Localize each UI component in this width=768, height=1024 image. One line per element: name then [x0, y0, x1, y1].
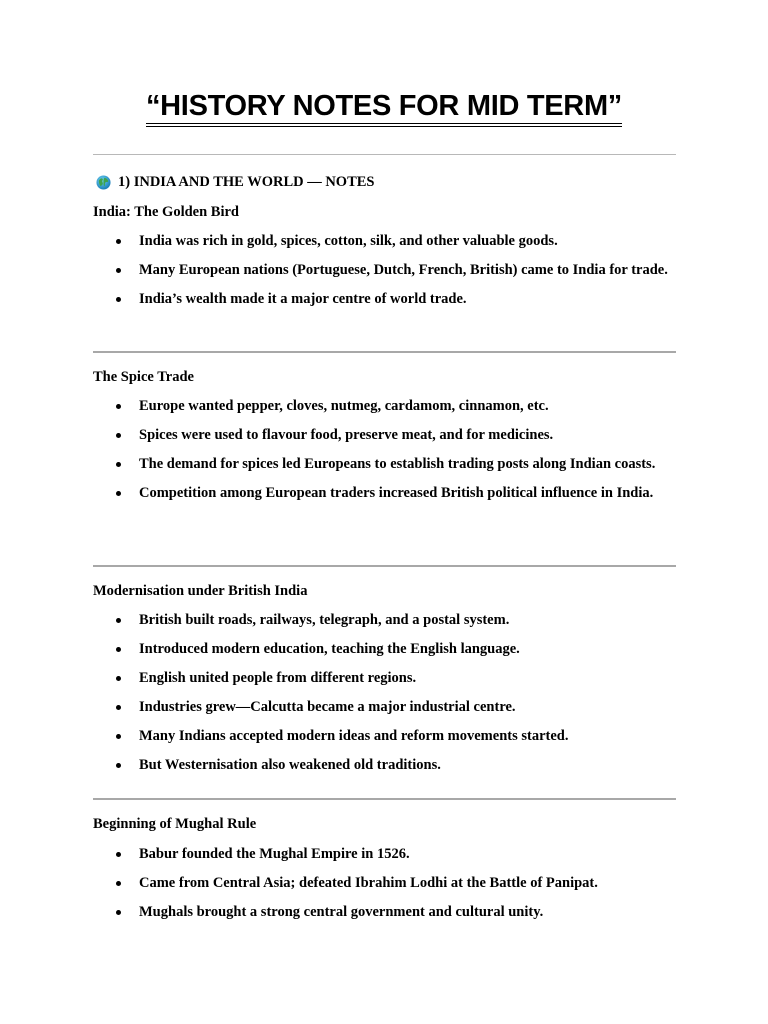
list-item: Many Indians accepted modern ideas and reform movements started.: [93, 726, 676, 746]
list-item: Introduced modern education, teaching the English language.: [93, 639, 676, 659]
list-item: But Westernisation also weakened old traditions.: [93, 755, 676, 775]
list-item: India was rich in gold, spices, cotton, silk, and other valuable goods.: [93, 231, 676, 251]
list-item: India’s wealth made it a major centre of world trade.: [93, 289, 676, 309]
spice-trade-list: [93, 396, 676, 512]
list-item: Mughals brought a strong central government and cultural unity.: [93, 902, 676, 922]
list-item: The demand for spices led Europeans to establish trading posts along Indian coasts.: [93, 454, 676, 474]
bullet-icon: [116, 910, 121, 915]
divider: [93, 798, 676, 800]
page-title: [0, 88, 768, 127]
page-title-text: “HISTORY NOTES FOR MID TERM”: [146, 89, 622, 127]
bullet-icon: [116, 763, 121, 768]
list-item: Came from Central Asia; defeated Ibrahim Lodhi at the Battle of Panipat.: [93, 873, 676, 893]
list-item: British built roads, railways, telegraph, and a postal system.: [93, 610, 676, 630]
bullet-icon: [116, 491, 121, 496]
bullet-icon: [116, 705, 121, 710]
bullet-icon: [116, 618, 121, 623]
section-heading: [96, 172, 375, 192]
bullet-icon: [116, 734, 121, 739]
list-item: Competition among European traders increased British political influence in India.: [93, 483, 676, 503]
bullet-icon: [116, 404, 121, 409]
bullet-icon: [116, 852, 121, 857]
mughal-list: [93, 844, 676, 931]
subheading-mughal: Beginning of Mughal Rule: [93, 816, 257, 832]
bullet-icon: [116, 676, 121, 681]
bullet-icon: [116, 268, 121, 273]
divider: [93, 351, 676, 353]
list-item: Industries grew—Calcutta became a major industrial centre.: [93, 697, 676, 717]
list-item: Europe wanted pepper, cloves, nutmeg, cardamom, cinnamon, etc.: [93, 396, 676, 416]
list-item: Spices were used to flavour food, preserve meat, and for medicines.: [93, 425, 676, 445]
bullet-icon: [116, 297, 121, 302]
divider: [93, 154, 676, 155]
list-item: English united people from different regions.: [93, 668, 676, 688]
divider: [93, 565, 676, 567]
modernisation-list: [93, 610, 676, 784]
bullet-icon: [116, 647, 121, 652]
list-item: Babur founded the Mughal Empire in 1526.: [93, 844, 676, 864]
bullet-icon: [116, 462, 121, 467]
list-item: Many European nations (Portuguese, Dutch, French, British) came to India for trade.: [93, 260, 676, 280]
golden-bird-list: [93, 231, 676, 318]
section-heading-text: 1) INDIA AND THE WORLD — NOTES: [118, 174, 375, 190]
globe-icon: [96, 175, 111, 190]
subheading-spice-trade: The Spice Trade: [93, 369, 194, 385]
subheading-golden-bird: India: The Golden Bird: [93, 204, 239, 220]
bullet-icon: [116, 881, 121, 886]
bullet-icon: [116, 239, 121, 244]
bullet-icon: [116, 433, 121, 438]
subheading-modernisation: Modernisation under British India: [93, 583, 308, 599]
